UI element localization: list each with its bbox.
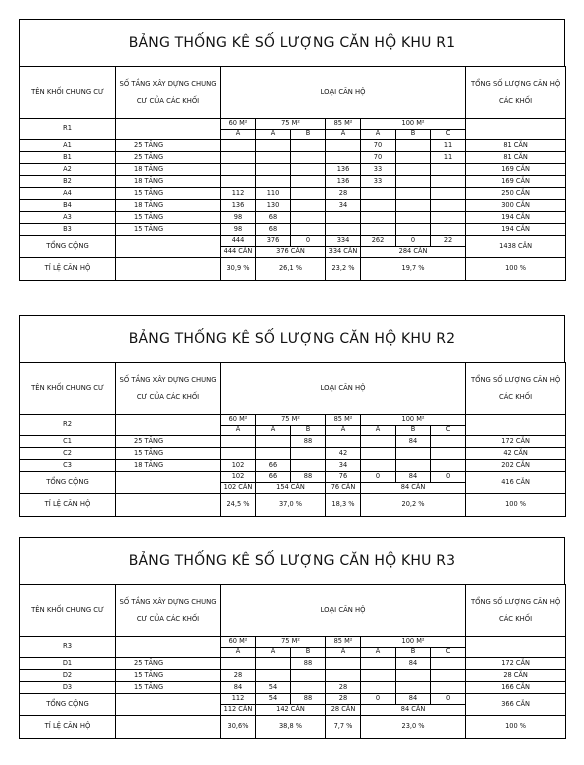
unit-count-cell: [431, 670, 466, 682]
unit-count-cell: 98: [221, 212, 256, 224]
sub-header-b: B: [396, 425, 431, 436]
zone-total-cell: [466, 637, 566, 658]
unit-count-cell: [221, 164, 256, 176]
sub-header-a: A: [221, 425, 256, 436]
total-cell: 76: [326, 472, 361, 483]
unit-count-cell: [326, 436, 361, 448]
unit-count-cell: [291, 448, 326, 460]
unit-count-cell: 102: [221, 460, 256, 472]
header-block-name: TÊN KHỐI CHUNG CƯ: [20, 67, 116, 119]
unit-count-cell: [431, 224, 466, 236]
unit-count-cell: [431, 164, 466, 176]
zone-total-cell: [466, 119, 566, 140]
sub-header-b: B: [291, 129, 326, 140]
floors-cell: 18 TẦNG: [116, 164, 221, 176]
sub-header-b: B: [396, 129, 431, 140]
row-total-cell: 172 CĂN: [466, 436, 566, 448]
ratio-floors-cell: [116, 716, 221, 739]
block-name-cell: B2: [20, 176, 116, 188]
group-total-85: 76 CĂN: [326, 483, 361, 494]
total-cell: 0: [291, 236, 326, 247]
block-name-cell: A2: [20, 164, 116, 176]
area-75-header: 75 M²: [256, 415, 326, 426]
row-total-cell: 42 CĂN: [466, 448, 566, 460]
sub-header-b: B: [291, 425, 326, 436]
ratio-label: TỈ LỆ CĂN HỘ: [20, 258, 116, 281]
grand-total: 416 CĂN: [466, 472, 566, 494]
total-cell: 334: [326, 236, 361, 247]
grand-total: 1438 CĂN: [466, 236, 566, 258]
unit-count-cell: 34: [326, 200, 361, 212]
group-total-100: 284 CĂN: [361, 247, 466, 258]
ratio-total: 100 %: [466, 258, 566, 281]
table-row: [20, 682, 566, 694]
unit-count-cell: [431, 212, 466, 224]
unit-count-cell: [256, 436, 291, 448]
unit-count-cell: [221, 140, 256, 152]
unit-count-cell: [326, 658, 361, 670]
table-row: [20, 140, 566, 152]
unit-count-cell: [291, 460, 326, 472]
block-name-cell: C3: [20, 460, 116, 472]
unit-count-cell: 70: [361, 140, 396, 152]
unit-count-cell: 130: [256, 200, 291, 212]
unit-count-cell: [256, 152, 291, 164]
zone-floors-cell: [116, 119, 221, 140]
statistics-table: [19, 584, 566, 739]
unit-count-cell: [361, 224, 396, 236]
area-75-header: 75 M²: [256, 637, 326, 648]
unit-count-cell: [396, 164, 431, 176]
unit-count-cell: 34: [326, 460, 361, 472]
zone-floors-cell: [116, 637, 221, 658]
floors-cell: 25 TẦNG: [116, 152, 221, 164]
unit-count-cell: [221, 436, 256, 448]
unit-count-cell: 68: [256, 212, 291, 224]
unit-count-cell: [396, 224, 431, 236]
unit-count-cell: [221, 448, 256, 460]
sub-header-a: A: [361, 129, 396, 140]
sub-header-a: A: [361, 425, 396, 436]
block-name-cell: D2: [20, 670, 116, 682]
area-100-header: 100 M²: [361, 119, 466, 130]
unit-count-cell: 54: [256, 682, 291, 694]
block-name-cell: C2: [20, 448, 116, 460]
header-block-name: TÊN KHỐI CHUNG CƯ: [20, 363, 116, 415]
sub-header-a: A: [256, 425, 291, 436]
row-total-cell: 300 CĂN: [466, 200, 566, 212]
unit-count-cell: 84: [396, 658, 431, 670]
unit-count-cell: [361, 460, 396, 472]
area-60-header: 60 M²: [221, 119, 256, 130]
table-row: [20, 200, 566, 212]
unit-count-cell: [291, 164, 326, 176]
unit-count-cell: [326, 152, 361, 164]
floors-cell: 15 TẦNG: [116, 224, 221, 236]
unit-count-cell: [256, 176, 291, 188]
sub-header-a: A: [256, 129, 291, 140]
sub-header-a: A: [256, 647, 291, 658]
total-cell: 22: [431, 236, 466, 247]
total-floors-cell: [116, 472, 221, 494]
table-row: [20, 164, 566, 176]
unit-count-cell: [291, 152, 326, 164]
total-cell: 0: [431, 694, 466, 705]
row-total-cell: 194 CĂN: [466, 212, 566, 224]
unit-count-cell: [396, 460, 431, 472]
row-total-cell: 166 CĂN: [466, 682, 566, 694]
unit-count-cell: 70: [361, 152, 396, 164]
sub-header-a: A: [326, 647, 361, 658]
total-floors-cell: [116, 694, 221, 716]
floors-cell: 25 TẦNG: [116, 436, 221, 448]
total-cell: 88: [291, 472, 326, 483]
total-cell: 84: [396, 694, 431, 705]
total-cell: 0: [361, 694, 396, 705]
unit-count-cell: [431, 176, 466, 188]
unit-count-cell: 28: [326, 188, 361, 200]
total-cell: 444: [221, 236, 256, 247]
unit-count-cell: [431, 460, 466, 472]
unit-count-cell: [396, 212, 431, 224]
unit-count-cell: [431, 200, 466, 212]
unit-count-cell: [221, 176, 256, 188]
total-cell: 84: [396, 472, 431, 483]
unit-count-cell: 84: [396, 436, 431, 448]
unit-count-cell: [256, 670, 291, 682]
ratio-label: TỈ LỆ CĂN HỘ: [20, 494, 116, 517]
unit-count-cell: [256, 448, 291, 460]
total-cell: 102: [221, 472, 256, 483]
table-row: [20, 436, 566, 448]
block-name-cell: C1: [20, 436, 116, 448]
table-row: [20, 176, 566, 188]
block-name-cell: A1: [20, 140, 116, 152]
table-row: [20, 224, 566, 236]
header-floors: SỐ TẦNG XÂY DỰNG CHUNG CƯ CỦA CÁC KHỐI: [116, 585, 221, 637]
table-row: [20, 152, 566, 164]
unit-count-cell: 88: [291, 436, 326, 448]
group-total-100: 84 CĂN: [361, 705, 466, 716]
unit-count-cell: [361, 212, 396, 224]
unit-count-cell: 28: [326, 682, 361, 694]
unit-count-cell: [396, 176, 431, 188]
unit-count-cell: [326, 224, 361, 236]
header-apartment-type: LOẠI CĂN HỘ: [221, 67, 466, 119]
floors-cell: 25 TẦNG: [116, 658, 221, 670]
total-cell: 262: [361, 236, 396, 247]
zone-total-cell: [466, 415, 566, 436]
unit-count-cell: [256, 658, 291, 670]
floors-cell: 25 TẦNG: [116, 140, 221, 152]
table-row: [20, 658, 566, 670]
unit-count-cell: [431, 188, 466, 200]
total-cell: 54: [256, 694, 291, 705]
total-cell: 0: [396, 236, 431, 247]
ratio-75: 37,0 %: [256, 494, 326, 517]
unit-count-cell: [431, 658, 466, 670]
area-100-header: 100 M²: [361, 637, 466, 648]
ratio-100: 19,7 %: [361, 258, 466, 281]
total-cell: 0: [361, 472, 396, 483]
unit-count-cell: [291, 682, 326, 694]
unit-count-cell: [326, 212, 361, 224]
unit-count-cell: [396, 670, 431, 682]
total-cell: 0: [431, 472, 466, 483]
table-title: BẢNG THỐNG KÊ SỐ LƯỢNG CĂN HỘ KHU R1: [19, 19, 565, 66]
statistics-sheet: [19, 19, 565, 281]
unit-count-cell: [291, 670, 326, 682]
sub-header-a: A: [326, 425, 361, 436]
header-total-units: TỔNG SỐ LƯỢNG CĂN HỘ CÁC KHỐI: [466, 67, 566, 119]
unit-count-cell: [396, 140, 431, 152]
ratio-60: 30,9 %: [221, 258, 256, 281]
unit-count-cell: 33: [361, 164, 396, 176]
row-total-cell: 81 CĂN: [466, 140, 566, 152]
row-total-cell: 169 CĂN: [466, 164, 566, 176]
ratio-85: 23,2 %: [326, 258, 361, 281]
floors-cell: 15 TẦNG: [116, 682, 221, 694]
statistics-table: [19, 362, 566, 517]
header-total-units: TỔNG SỐ LƯỢNG CĂN HỘ CÁC KHỐI: [466, 585, 566, 637]
unit-count-cell: [396, 152, 431, 164]
total-cell: 88: [291, 694, 326, 705]
unit-count-cell: 84: [221, 682, 256, 694]
unit-count-cell: [291, 140, 326, 152]
unit-count-cell: [431, 436, 466, 448]
ratio-85: 18,3 %: [326, 494, 361, 517]
total-floors-cell: [116, 236, 221, 258]
ratio-floors-cell: [116, 494, 221, 517]
row-total-cell: 169 CĂN: [466, 176, 566, 188]
unit-count-cell: 66: [256, 460, 291, 472]
header-floors: SỐ TẦNG XÂY DỰNG CHUNG CƯ CỦA CÁC KHỐI: [116, 363, 221, 415]
unit-count-cell: 98: [221, 224, 256, 236]
group-total-60: 102 CĂN: [221, 483, 256, 494]
area-60-header: 60 M²: [221, 415, 256, 426]
unit-count-cell: [361, 200, 396, 212]
unit-count-cell: [361, 436, 396, 448]
ratio-total: 100 %: [466, 716, 566, 739]
table-row: [20, 460, 566, 472]
row-total-cell: 250 CĂN: [466, 188, 566, 200]
area-85-header: 85 M²: [326, 119, 361, 130]
header-floors: SỐ TẦNG XÂY DỰNG CHUNG CƯ CỦA CÁC KHỐI: [116, 67, 221, 119]
grand-total: 366 CĂN: [466, 694, 566, 716]
ratio-75: 26,1 %: [256, 258, 326, 281]
row-total-cell: 194 CĂN: [466, 224, 566, 236]
group-total-85: 334 CĂN: [326, 247, 361, 258]
unit-count-cell: [396, 188, 431, 200]
unit-count-cell: [291, 176, 326, 188]
table-row: [20, 448, 566, 460]
unit-count-cell: [431, 682, 466, 694]
row-total-cell: 28 CĂN: [466, 670, 566, 682]
zone-label: R1: [20, 119, 116, 140]
unit-count-cell: [221, 658, 256, 670]
total-cell: 28: [326, 694, 361, 705]
unit-count-cell: 33: [361, 176, 396, 188]
block-name-cell: B3: [20, 224, 116, 236]
block-name-cell: B1: [20, 152, 116, 164]
unit-count-cell: [361, 448, 396, 460]
total-label: TỔNG CỘNG: [20, 694, 116, 716]
ratio-60: 30,6%: [221, 716, 256, 739]
ratio-75: 38,8 %: [256, 716, 326, 739]
unit-count-cell: 110: [256, 188, 291, 200]
sub-header-a: A: [361, 647, 396, 658]
ratio-total: 100 %: [466, 494, 566, 517]
total-cell: 66: [256, 472, 291, 483]
sub-header-b: B: [291, 647, 326, 658]
zone-floors-cell: [116, 415, 221, 436]
block-name-cell: A3: [20, 212, 116, 224]
unit-count-cell: 136: [326, 176, 361, 188]
unit-count-cell: 136: [326, 164, 361, 176]
ratio-floors-cell: [116, 258, 221, 281]
sub-header-c: C: [431, 129, 466, 140]
area-75-header: 75 M²: [256, 119, 326, 130]
header-apartment-type: LOẠI CĂN HỘ: [221, 363, 466, 415]
unit-count-cell: [361, 188, 396, 200]
unit-count-cell: [291, 188, 326, 200]
unit-count-cell: 11: [431, 140, 466, 152]
statistics-sheet: [19, 315, 565, 517]
sub-header-a: A: [326, 129, 361, 140]
unit-count-cell: 68: [256, 224, 291, 236]
table-row: [20, 670, 566, 682]
group-total-60: 112 CĂN: [221, 705, 256, 716]
unit-count-cell: 42: [326, 448, 361, 460]
zone-label: R2: [20, 415, 116, 436]
unit-count-cell: [361, 658, 396, 670]
table-title: BẢNG THỐNG KÊ SỐ LƯỢNG CĂN HỘ KHU R3: [19, 537, 565, 584]
unit-count-cell: 112: [221, 188, 256, 200]
unit-count-cell: 88: [291, 658, 326, 670]
floors-cell: 18 TẦNG: [116, 200, 221, 212]
block-name-cell: D1: [20, 658, 116, 670]
floors-cell: 18 TẦNG: [116, 460, 221, 472]
unit-count-cell: [256, 140, 291, 152]
ratio-85: 7,7 %: [326, 716, 361, 739]
zone-label: R3: [20, 637, 116, 658]
unit-count-cell: [361, 670, 396, 682]
group-total-75: 376 CĂN: [256, 247, 326, 258]
unit-count-cell: [396, 448, 431, 460]
area-100-header: 100 M²: [361, 415, 466, 426]
ratio-100: 20,2 %: [361, 494, 466, 517]
total-cell: 112: [221, 694, 256, 705]
unit-count-cell: [291, 212, 326, 224]
area-85-header: 85 M²: [326, 637, 361, 648]
group-total-85: 28 CĂN: [326, 705, 361, 716]
block-name-cell: A4: [20, 188, 116, 200]
unit-count-cell: [431, 448, 466, 460]
unit-count-cell: 136: [221, 200, 256, 212]
area-85-header: 85 M²: [326, 415, 361, 426]
ratio-label: TỈ LỆ CĂN HỘ: [20, 716, 116, 739]
unit-count-cell: 11: [431, 152, 466, 164]
header-block-name: TÊN KHỐI CHUNG CƯ: [20, 585, 116, 637]
table-row: [20, 188, 566, 200]
total-cell: 376: [256, 236, 291, 247]
sub-header-a: A: [221, 129, 256, 140]
floors-cell: 15 TẦNG: [116, 212, 221, 224]
unit-count-cell: [291, 200, 326, 212]
total-label: TỔNG CỘNG: [20, 236, 116, 258]
floors-cell: 15 TẦNG: [116, 448, 221, 460]
ratio-60: 24,5 %: [221, 494, 256, 517]
ratio-100: 23,0 %: [361, 716, 466, 739]
unit-count-cell: [291, 224, 326, 236]
area-60-header: 60 M²: [221, 637, 256, 648]
unit-count-cell: [256, 164, 291, 176]
group-total-75: 154 CĂN: [256, 483, 326, 494]
floors-cell: 15 TẦNG: [116, 188, 221, 200]
row-total-cell: 81 CĂN: [466, 152, 566, 164]
statistics-table: [19, 66, 566, 281]
table-row: [20, 212, 566, 224]
unit-count-cell: [396, 200, 431, 212]
unit-count-cell: [326, 670, 361, 682]
header-apartment-type: LOẠI CĂN HỘ: [221, 585, 466, 637]
floors-cell: 15 TẦNG: [116, 670, 221, 682]
unit-count-cell: [221, 152, 256, 164]
row-total-cell: 172 CĂN: [466, 658, 566, 670]
header-total-units: TỔNG SỐ LƯỢNG CĂN HỘ CÁC KHỐI: [466, 363, 566, 415]
table-title: BẢNG THỐNG KÊ SỐ LƯỢNG CĂN HỘ KHU R2: [19, 315, 565, 362]
floors-cell: 18 TẦNG: [116, 176, 221, 188]
group-total-75: 142 CĂN: [256, 705, 326, 716]
sub-header-b: B: [396, 647, 431, 658]
block-name-cell: B4: [20, 200, 116, 212]
group-total-100: 84 CĂN: [361, 483, 466, 494]
total-label: TỔNG CỘNG: [20, 472, 116, 494]
sub-header-c: C: [431, 647, 466, 658]
block-name-cell: D3: [20, 682, 116, 694]
row-total-cell: 202 CĂN: [466, 460, 566, 472]
unit-count-cell: [361, 682, 396, 694]
statistics-sheet: [19, 537, 565, 739]
unit-count-cell: [326, 140, 361, 152]
sub-header-a: A: [221, 647, 256, 658]
unit-count-cell: [396, 682, 431, 694]
sub-header-c: C: [431, 425, 466, 436]
group-total-60: 444 CĂN: [221, 247, 256, 258]
unit-count-cell: 28: [221, 670, 256, 682]
